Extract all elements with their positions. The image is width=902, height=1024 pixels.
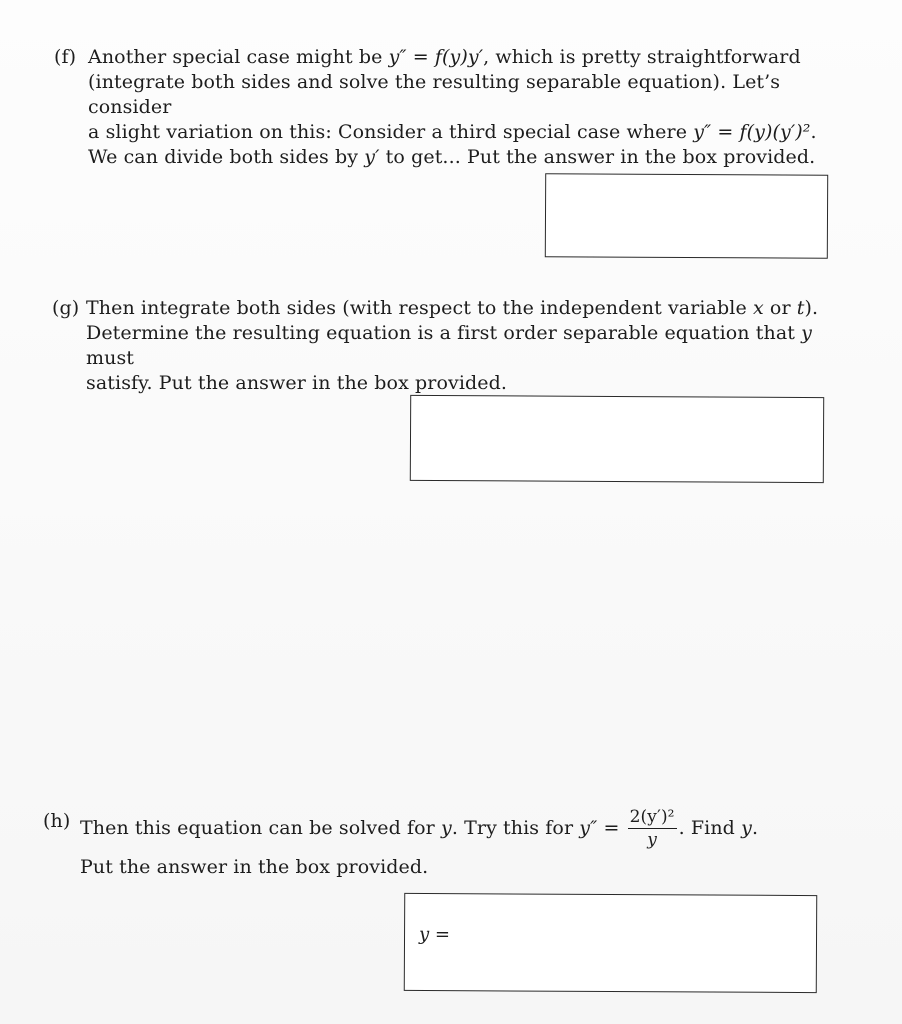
problem-g-line-1: Then integrate both sides (with respect to the independent variable x or t). — [86, 297, 819, 319]
problem-f-line-1: Another special case might be y″ = f(y)y′, which is pretty straightforward — [88, 46, 801, 68]
fraction-2-y-prime-squared-over-y — [628, 807, 677, 851]
problem-h-label: (h) — [43, 810, 71, 832]
problem-h — [43, 805, 843, 885]
answer-box-f[interactable] — [545, 173, 828, 258]
problem-h-text — [80, 805, 840, 880]
problem-f-line-3: a slight variation on this: Consider a third special case where y″ = f(y)(y′)². — [88, 121, 817, 143]
equation-third-special-case: y″ = f(y)(y′)² — [693, 121, 811, 143]
fraction-denominator: y — [647, 830, 657, 850]
problem-f-label: (f) — [54, 46, 77, 68]
problem-g-line-2: Determine the resulting equation is a first order separable equation that y must — [86, 322, 812, 369]
answer-box-g[interactable] — [410, 395, 824, 483]
problem-g-label: (g) — [52, 297, 80, 319]
answer-prefix-y-equals: y = — [418, 923, 451, 946]
equation-y-double-prime-f-y-y-prime: y″ = f(y)y′ — [388, 46, 484, 68]
problem-f-line-2: (integrate both sides and solve the resulting separable equation). Let’s consider — [88, 71, 781, 118]
fraction-numerator: 2(y′)² — [629, 807, 675, 827]
problem-f-text — [88, 45, 848, 170]
answer-box-h[interactable] — [404, 893, 818, 993]
problem-g-line-3: satisfy. Put the answer in the box provided. — [86, 372, 508, 394]
problem-f — [54, 45, 854, 168]
y-double-prime-equals: y″ = — [579, 817, 620, 839]
variable-y: y — [801, 322, 812, 344]
variable-t: t — [796, 297, 805, 319]
problem-h-line-1: Then this equation can be solved for y. Try this for y″ = $\frac{\text{2(y′)²}}{y}$ . Find y. — [80, 807, 759, 850]
problem-g-text — [86, 296, 846, 396]
y-prime-symbol: y′ — [364, 146, 380, 168]
variable-x: x — [752, 297, 764, 319]
problem-f-line-4: We can divide both sides by y′ to get... Put the answer in the box provided. — [88, 146, 816, 168]
problem-g — [52, 296, 852, 394]
problem-h-line-2: Put the answer in the box provided. — [80, 856, 429, 878]
